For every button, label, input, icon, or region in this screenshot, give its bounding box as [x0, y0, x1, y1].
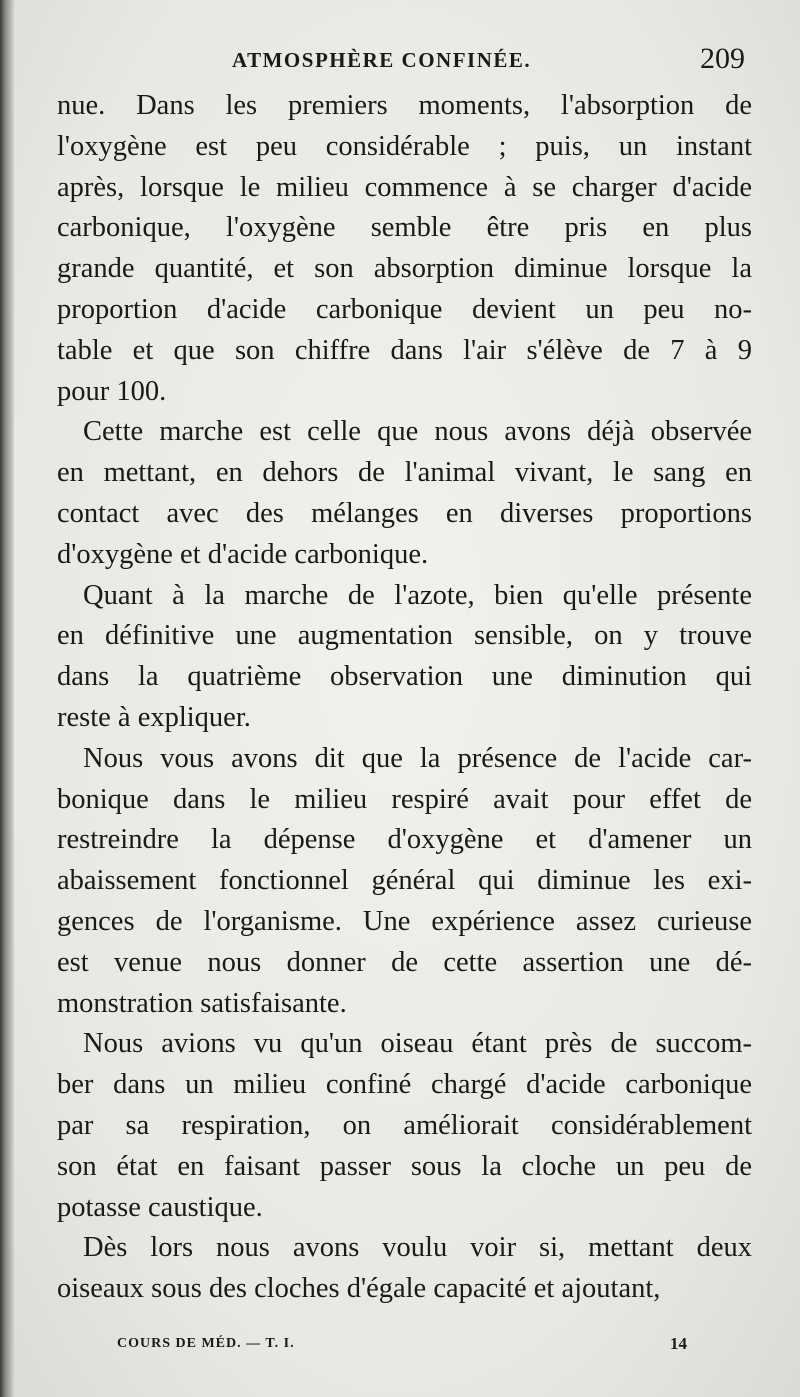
page-header	[60, 44, 745, 84]
text-line: proportion d'acide carbonique devient un peu no-	[57, 293, 752, 325]
text-line: après, lorsque le milieu commence à se charger d'acide	[57, 171, 752, 203]
page-number: 209	[700, 42, 745, 75]
text-line: Nous vous avons dit que la présence de l'acide car-	[83, 742, 752, 774]
text-line: oiseaux sous des cloches d'égale capacité et ajoutant,	[57, 1273, 661, 1305]
text-line: Nous avions vu qu'un oiseau étant près de succom-	[83, 1028, 752, 1060]
text-line: en mettant, en dehors de l'animal vivant, le sang en	[57, 457, 752, 489]
text-line: dans la quatrième observation une diminution qui	[57, 661, 752, 693]
text-line: Dès lors nous avons voulu voir si, mettant deux	[83, 1232, 752, 1264]
text-line: par sa respiration, on améliorait considérablement	[57, 1109, 752, 1141]
text-line: son état en faisant passer sous la cloche un peu de	[57, 1150, 752, 1182]
paragraph	[57, 576, 752, 739]
page-footer	[117, 1336, 687, 1366]
text-line: bonique dans le milieu respiré avait pour effet de	[57, 783, 752, 815]
text-line: restreindre la dépense d'oxygène et d'amener un	[57, 824, 752, 856]
text-line: grande quantité, et son absorption diminue lorsque la	[57, 253, 752, 285]
text-line: nue. Dans les premiers moments, l'absorption de	[57, 90, 752, 121]
text-line: l'oxygène est peu considérable ; puis, un instant	[57, 130, 752, 162]
text-line: ber dans un milieu confiné chargé d'acide carbonique	[57, 1069, 752, 1101]
paragraph	[57, 1228, 752, 1310]
text-line: reste à expliquer.	[57, 701, 251, 733]
text-line: en définitive une augmentation sensible, on y trouve	[57, 620, 752, 652]
paragraph	[57, 86, 752, 412]
paragraph	[57, 412, 752, 575]
printer-signature: COURS DE MÉD. — T. I.	[117, 1336, 295, 1351]
paragraph	[57, 739, 752, 1025]
text-line: monstration satisfaisante.	[57, 987, 347, 1019]
running-head: ATMOSPHÈRE CONFINÉE.	[232, 48, 532, 72]
text-line: abaissement fonctionnel général qui diminue les exi-	[57, 865, 752, 897]
signature-number: 14	[670, 1334, 687, 1353]
text-line: potasse caustique.	[57, 1191, 263, 1223]
text-line: gences de l'organisme. Une expérience assez curieuse	[57, 905, 752, 937]
body-text	[57, 86, 752, 1310]
text-line: d'oxygène et d'acide carbonique.	[57, 538, 429, 570]
text-line: pour 100.	[57, 375, 167, 407]
text-line: table et que son chiffre dans l'air s'élève de 7 à 9	[57, 334, 752, 366]
page-binding-edge	[0, 0, 14, 1397]
text-line: contact avec des mélanges en diverses proportions	[57, 497, 752, 529]
text-line: carbonique, l'oxygène semble être pris en plus	[57, 212, 752, 244]
text-line: est venue nous donner de cette assertion une dé-	[57, 946, 752, 978]
paragraph	[57, 1024, 752, 1228]
text-line: Cette marche est celle que nous avons déjà observée	[83, 416, 752, 448]
text-line: Quant à la marche de l'azote, bien qu'elle présente	[83, 579, 752, 611]
